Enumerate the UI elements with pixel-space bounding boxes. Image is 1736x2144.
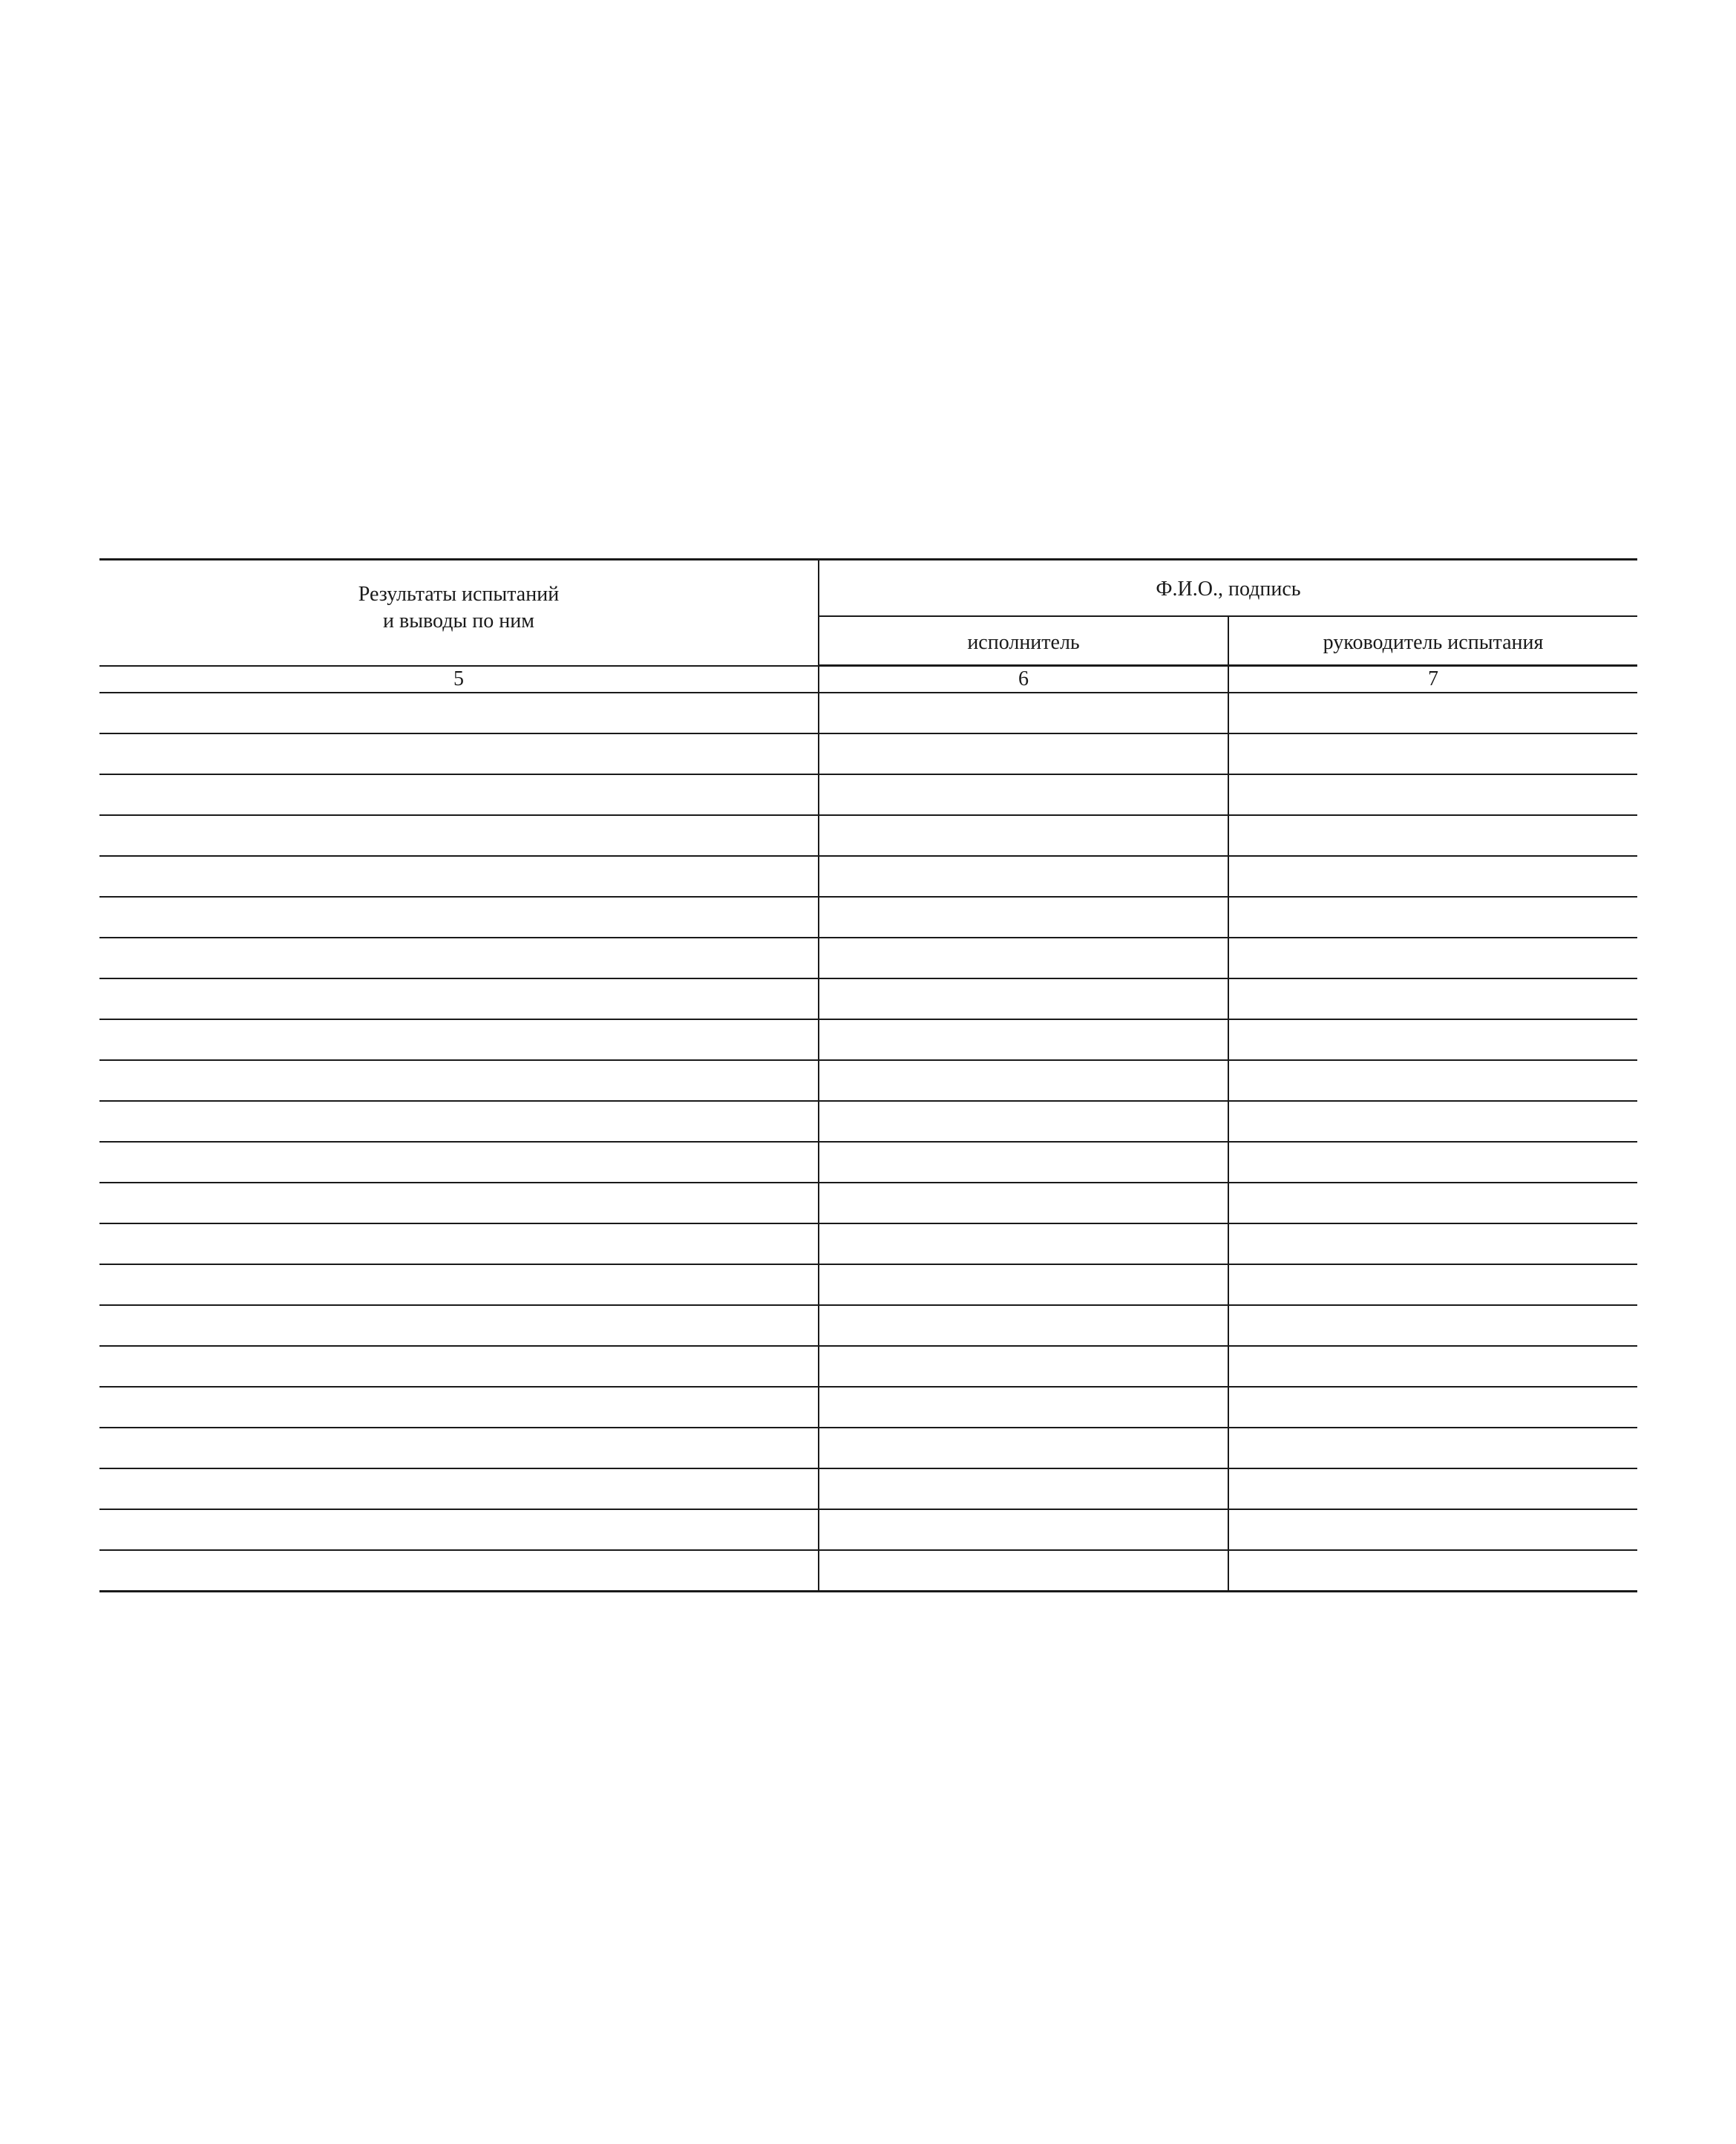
executor-signature-cell[interactable]	[819, 733, 1228, 774]
executor-signature-cell[interactable]	[819, 1428, 1228, 1468]
results-cell[interactable]	[99, 815, 819, 856]
table-row	[99, 1060, 1637, 1101]
executor-signature-cell[interactable]	[819, 856, 1228, 897]
leader-signature-cell[interactable]	[1228, 1060, 1637, 1101]
leader-signature-cell[interactable]	[1228, 1346, 1637, 1387]
leader-signature-cell[interactable]	[1228, 856, 1637, 897]
results-cell[interactable]	[99, 1346, 819, 1387]
executor-signature-cell[interactable]	[819, 1183, 1228, 1223]
executor-signature-cell[interactable]	[819, 978, 1228, 1019]
leader-signature-cell[interactable]	[1228, 1387, 1637, 1428]
results-cell[interactable]	[99, 1223, 819, 1264]
column-number-5: 5	[99, 666, 819, 693]
results-header-cell	[99, 560, 819, 666]
leader-signature-cell[interactable]	[1228, 1509, 1637, 1550]
results-cell[interactable]	[99, 1387, 819, 1428]
executor-signature-cell[interactable]	[819, 1019, 1228, 1060]
results-cell[interactable]	[99, 897, 819, 938]
table-row	[99, 1346, 1637, 1387]
executor-signature-cell[interactable]	[819, 897, 1228, 938]
leader-signature-cell[interactable]	[1228, 897, 1637, 938]
table-row	[99, 1142, 1637, 1183]
leader-signature-cell[interactable]	[1228, 1428, 1637, 1468]
leader-signature-cell[interactable]	[1228, 978, 1637, 1019]
results-cell[interactable]	[99, 1428, 819, 1468]
results-cell[interactable]	[99, 1060, 819, 1101]
results-cell[interactable]	[99, 1509, 819, 1550]
table-row	[99, 1019, 1637, 1060]
results-cell[interactable]	[99, 978, 819, 1019]
leader-signature-cell[interactable]	[1228, 1264, 1637, 1305]
table-body	[99, 666, 1637, 1592]
column-number-6: 6	[819, 666, 1228, 693]
table-row	[99, 815, 1637, 856]
leader-signature-cell[interactable]	[1228, 693, 1637, 733]
column-number-7: 7	[1228, 666, 1637, 693]
column-number-row	[99, 666, 1637, 693]
executor-signature-cell[interactable]	[819, 1142, 1228, 1183]
table-row	[99, 733, 1637, 774]
executor-signature-cell[interactable]	[819, 1305, 1228, 1346]
table-row	[99, 1101, 1637, 1142]
table-row	[99, 1387, 1637, 1428]
table-row	[99, 856, 1637, 897]
results-cell[interactable]	[99, 856, 819, 897]
executor-signature-cell[interactable]	[819, 1223, 1228, 1264]
table-row	[99, 1305, 1637, 1346]
leader-signature-cell[interactable]	[1228, 733, 1637, 774]
executor-signature-cell[interactable]	[819, 774, 1228, 815]
executor-signature-cell[interactable]	[819, 693, 1228, 733]
results-cell[interactable]	[99, 1142, 819, 1183]
results-cell[interactable]	[99, 1183, 819, 1223]
executor-signature-cell[interactable]	[819, 1346, 1228, 1387]
fio-signature-header: Ф.И.О., подпись	[819, 560, 1637, 617]
test-leader-header: руководитель испытания	[1228, 616, 1637, 666]
leader-signature-cell[interactable]	[1228, 1223, 1637, 1264]
leader-signature-cell[interactable]	[1228, 1550, 1637, 1592]
results-header-line2: и выводы по ним	[383, 609, 534, 633]
table-row	[99, 938, 1637, 978]
executor-signature-cell[interactable]	[819, 1060, 1228, 1101]
results-cell[interactable]	[99, 1468, 819, 1509]
executor-signature-cell[interactable]	[819, 1101, 1228, 1142]
executor-signature-cell[interactable]	[819, 1509, 1228, 1550]
results-cell[interactable]	[99, 774, 819, 815]
table-row	[99, 1550, 1637, 1592]
executor-signature-cell[interactable]	[819, 1264, 1228, 1305]
table-row	[99, 1183, 1637, 1223]
executor-signature-cell[interactable]	[819, 1387, 1228, 1428]
table-row	[99, 1223, 1637, 1264]
table-row	[99, 1428, 1637, 1468]
leader-signature-cell[interactable]	[1228, 938, 1637, 978]
results-cell[interactable]	[99, 938, 819, 978]
executor-signature-cell[interactable]	[819, 1468, 1228, 1509]
table-row	[99, 1468, 1637, 1509]
results-cell[interactable]	[99, 1550, 819, 1592]
table-row	[99, 978, 1637, 1019]
executor-signature-cell[interactable]	[819, 938, 1228, 978]
table-row	[99, 1264, 1637, 1305]
leader-signature-cell[interactable]	[1228, 1142, 1637, 1183]
results-cell[interactable]	[99, 1101, 819, 1142]
header-row-top	[99, 560, 1637, 617]
leader-signature-cell[interactable]	[1228, 1183, 1637, 1223]
table-row	[99, 1509, 1637, 1550]
table-row	[99, 897, 1637, 938]
executor-signature-cell[interactable]	[819, 815, 1228, 856]
results-cell[interactable]	[99, 733, 819, 774]
results-header-line1: Результаты испытаний	[358, 583, 560, 607]
leader-signature-cell[interactable]	[1228, 1468, 1637, 1509]
table-row	[99, 693, 1637, 733]
leader-signature-cell[interactable]	[1228, 1305, 1637, 1346]
executor-signature-cell[interactable]	[819, 1550, 1228, 1592]
test-results-table	[99, 558, 1637, 1592]
leader-signature-cell[interactable]	[1228, 1101, 1637, 1142]
results-cell[interactable]	[99, 1264, 819, 1305]
results-cell[interactable]	[99, 1305, 819, 1346]
results-cell[interactable]	[99, 693, 819, 733]
executor-header: исполнитель	[819, 616, 1228, 666]
leader-signature-cell[interactable]	[1228, 774, 1637, 815]
leader-signature-cell[interactable]	[1228, 815, 1637, 856]
results-cell[interactable]	[99, 1019, 819, 1060]
table-row	[99, 774, 1637, 815]
leader-signature-cell[interactable]	[1228, 1019, 1637, 1060]
